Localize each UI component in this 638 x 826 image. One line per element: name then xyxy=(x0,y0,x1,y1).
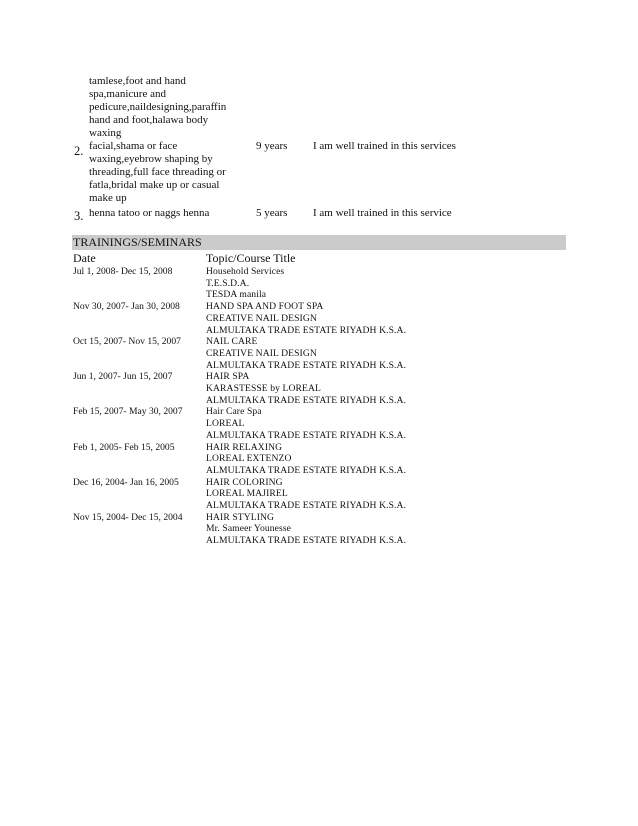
training-topic-line: ALMULTAKA TRADE ESTATE RIYADH K.S.A. xyxy=(206,359,407,371)
training-date: Jul 1, 2008- Dec 15, 2008 xyxy=(73,266,173,277)
training-topic-line: LOREAL EXTENZO xyxy=(206,453,292,465)
training-topic-line: ALMULTAKA TRADE ESTATE RIYADH K.S.A. xyxy=(206,394,407,406)
training-topic-line: ALMULTAKA TRADE ESTATE RIYADH K.S.A. xyxy=(206,535,407,547)
skill-description-line: threading,full face threading or xyxy=(89,166,226,178)
skill-description-line: spa,manicure and xyxy=(89,88,166,100)
training-topic-line: ALMULTAKA TRADE ESTATE RIYADH K.S.A. xyxy=(206,324,407,336)
skill-experience: 5 years xyxy=(256,207,288,219)
training-topic-line: ALMULTAKA TRADE ESTATE RIYADH K.S.A. xyxy=(206,429,407,441)
skill-description-line: facial,shama or face xyxy=(89,140,178,152)
training-topic-line: LOREAL MAJIREL xyxy=(206,488,288,500)
training-topic-line: HAIR COLORING xyxy=(206,476,283,488)
section-title: TRAININGS/SEMINARS xyxy=(73,235,202,249)
training-topic-line: HAIR STYLING xyxy=(206,511,275,523)
skill-experience: 9 years xyxy=(256,140,288,152)
training-date: Feb 15, 2007- May 30, 2007 xyxy=(73,406,183,418)
training-topic-line: LOREAL xyxy=(206,418,245,430)
training-topic-line: Hair Care Spa xyxy=(206,406,262,418)
skill-description-line: tamlese,foot and hand xyxy=(89,75,186,87)
training-date: Nov 15, 2004- Dec 15, 2004 xyxy=(73,511,183,523)
skill-number: 2. xyxy=(74,144,84,158)
skill-number: 3. xyxy=(74,209,84,223)
skill-remark: I am well trained in this service xyxy=(313,207,452,219)
training-topic-line: HAND SPA AND FOOT SPA xyxy=(206,301,324,313)
training-date: Nov 30, 2007- Jan 30, 2008 xyxy=(73,301,180,313)
training-topic-line: KARASTESSE by LOREAL xyxy=(206,383,321,394)
training-topic-line: NAIL CARE xyxy=(206,336,258,348)
training-topic-line: CREATIVE NAIL DESIGN xyxy=(206,347,317,359)
column-header-date: Date xyxy=(73,251,96,265)
training-topic-line: Household Services xyxy=(206,266,285,277)
skill-description-line: fatla,bridal make up or casual xyxy=(89,179,220,191)
skill-description-line: pedicure,naildesigning,paraffin xyxy=(89,101,227,113)
skill-description-line: waxing,eyebrow shaping by xyxy=(89,153,213,165)
column-header-topic: Topic/Course Title xyxy=(206,251,296,265)
training-date: Dec 16, 2004- Jan 16, 2005 xyxy=(73,476,179,488)
training-topic-line: Mr. Sameer Younesse xyxy=(206,523,292,535)
training-topic-line: HAIR RELAXING xyxy=(206,441,283,453)
training-topic-line: ALMULTAKA TRADE ESTATE RIYADH K.S.A. xyxy=(206,500,407,511)
training-date: Oct 15, 2007- Nov 15, 2007 xyxy=(73,336,181,348)
skill-remark: I am well trained in this services xyxy=(313,140,456,152)
skill-description-line: waxing xyxy=(89,127,122,139)
training-date: Feb 1, 2005- Feb 15, 2005 xyxy=(73,441,175,453)
training-topic-line: ALMULTAKA TRADE ESTATE RIYADH K.S.A. xyxy=(206,464,407,476)
training-topic-line: T.E.S.D.A. xyxy=(206,277,250,289)
skill-description-line: hand and foot,halawa body xyxy=(89,114,209,126)
training-date: Jun 1, 2007- Jun 15, 2007 xyxy=(73,371,173,383)
training-topic-line: HAIR SPA xyxy=(206,371,250,383)
skill-description-line: make up xyxy=(89,192,127,204)
training-topic-line: TESDA manila xyxy=(206,289,267,301)
skill-description-line: henna tatoo or naggs henna xyxy=(89,207,210,219)
training-topic-line: CREATIVE NAIL DESIGN xyxy=(206,312,317,324)
